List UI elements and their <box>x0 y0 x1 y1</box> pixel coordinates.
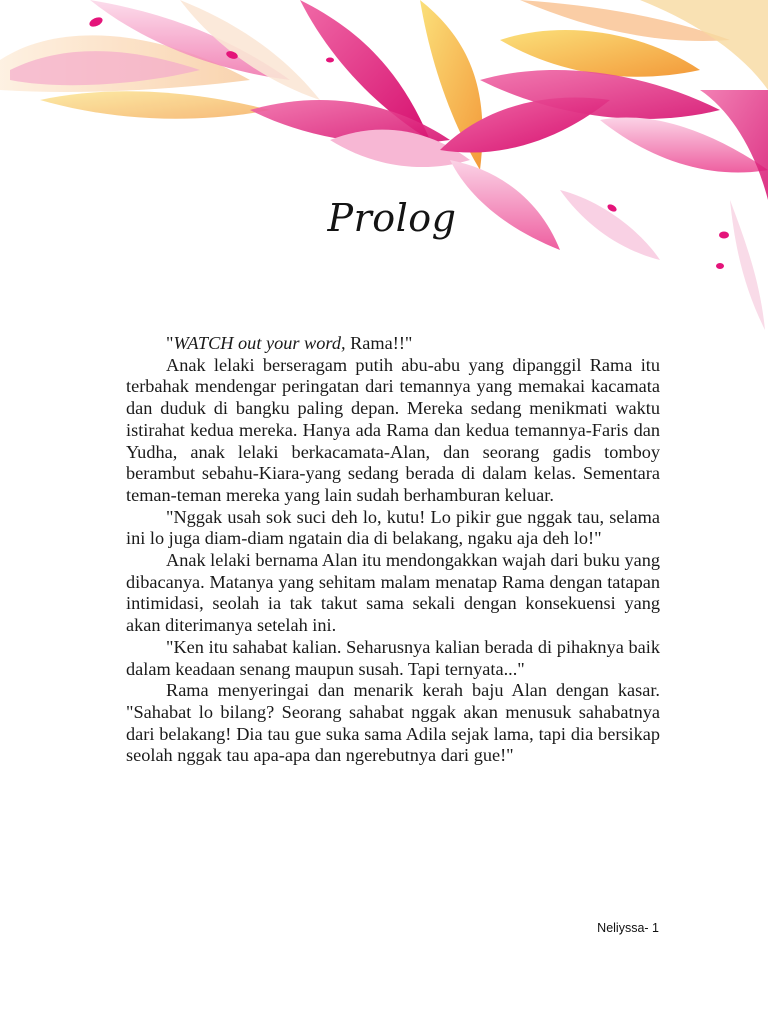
chapter-title: Prolog <box>327 196 457 240</box>
petal <box>640 0 768 90</box>
opening-line: "WATCH out your word, Rama!!" <box>166 333 413 353</box>
opening-line-rest: Rama!!" <box>345 333 413 353</box>
paragraph: "Ken itu sahabat kalian. Seharusnya kalian berada di pihaknya baik dalam keadaan senang maupun susah. Tapi ternyata..." <box>126 636 660 679</box>
paragraph: Rama menyeringai dan menarik kerah baju Alan dengan kasar. "Sahabat lo bilang? Seorang sahabat nggak akan menusuk sahabatnya dari belakang! Dia tau gue suka sama Adila sejak lama, tapi dia bersikap seolah nggak tau apa-apa dan ngerebutnya dari gue!" <box>126 680 660 766</box>
petals-left <box>0 0 320 119</box>
paragraph: "Nggak usah sok suci deh lo, kutu! Lo pikir gue nggak tau, selama ini lo juga diam-diam ngatain dia di belakang, ngaku aja deh lo!" <box>126 506 660 549</box>
floral-header-illustration <box>0 0 768 340</box>
opening-line-italic: WATCH out your word, <box>173 333 346 353</box>
page-footer: Neliyssa- 1 <box>597 921 659 935</box>
paragraph: Anak lelaki bernama Alan itu mendongakkan wajah dari buku yang dibacanya. Matanya yang sehitam malam menatap Rama dengan tatapan intimidasi, seolah ia tak takut sama sekali dengan konsekuensi yang akan diterimanya setelah ini. <box>126 550 660 636</box>
petal <box>40 91 270 118</box>
paragraph: Anak lelaki berseragam putih abu-abu yang dipanggil Rama itu terbahak mendengar peringatan dari temannya yang memakai kacamata dan duduk di bangku paling depan. Mereka sedang menikmati waktu istirahat kedua mereka. Hanya ada Rama dan kedua temannya-Faris dan Yudha, anak lelaki berkacamata-Alan, dan seorang gadis tomboy berambut sebahu-Kiara-yang sedang berada di dalam kelas. Sementara teman-teman mereka yang lain sudah berhamburan keluar. <box>126 354 660 505</box>
chapter-body <box>126 333 660 767</box>
